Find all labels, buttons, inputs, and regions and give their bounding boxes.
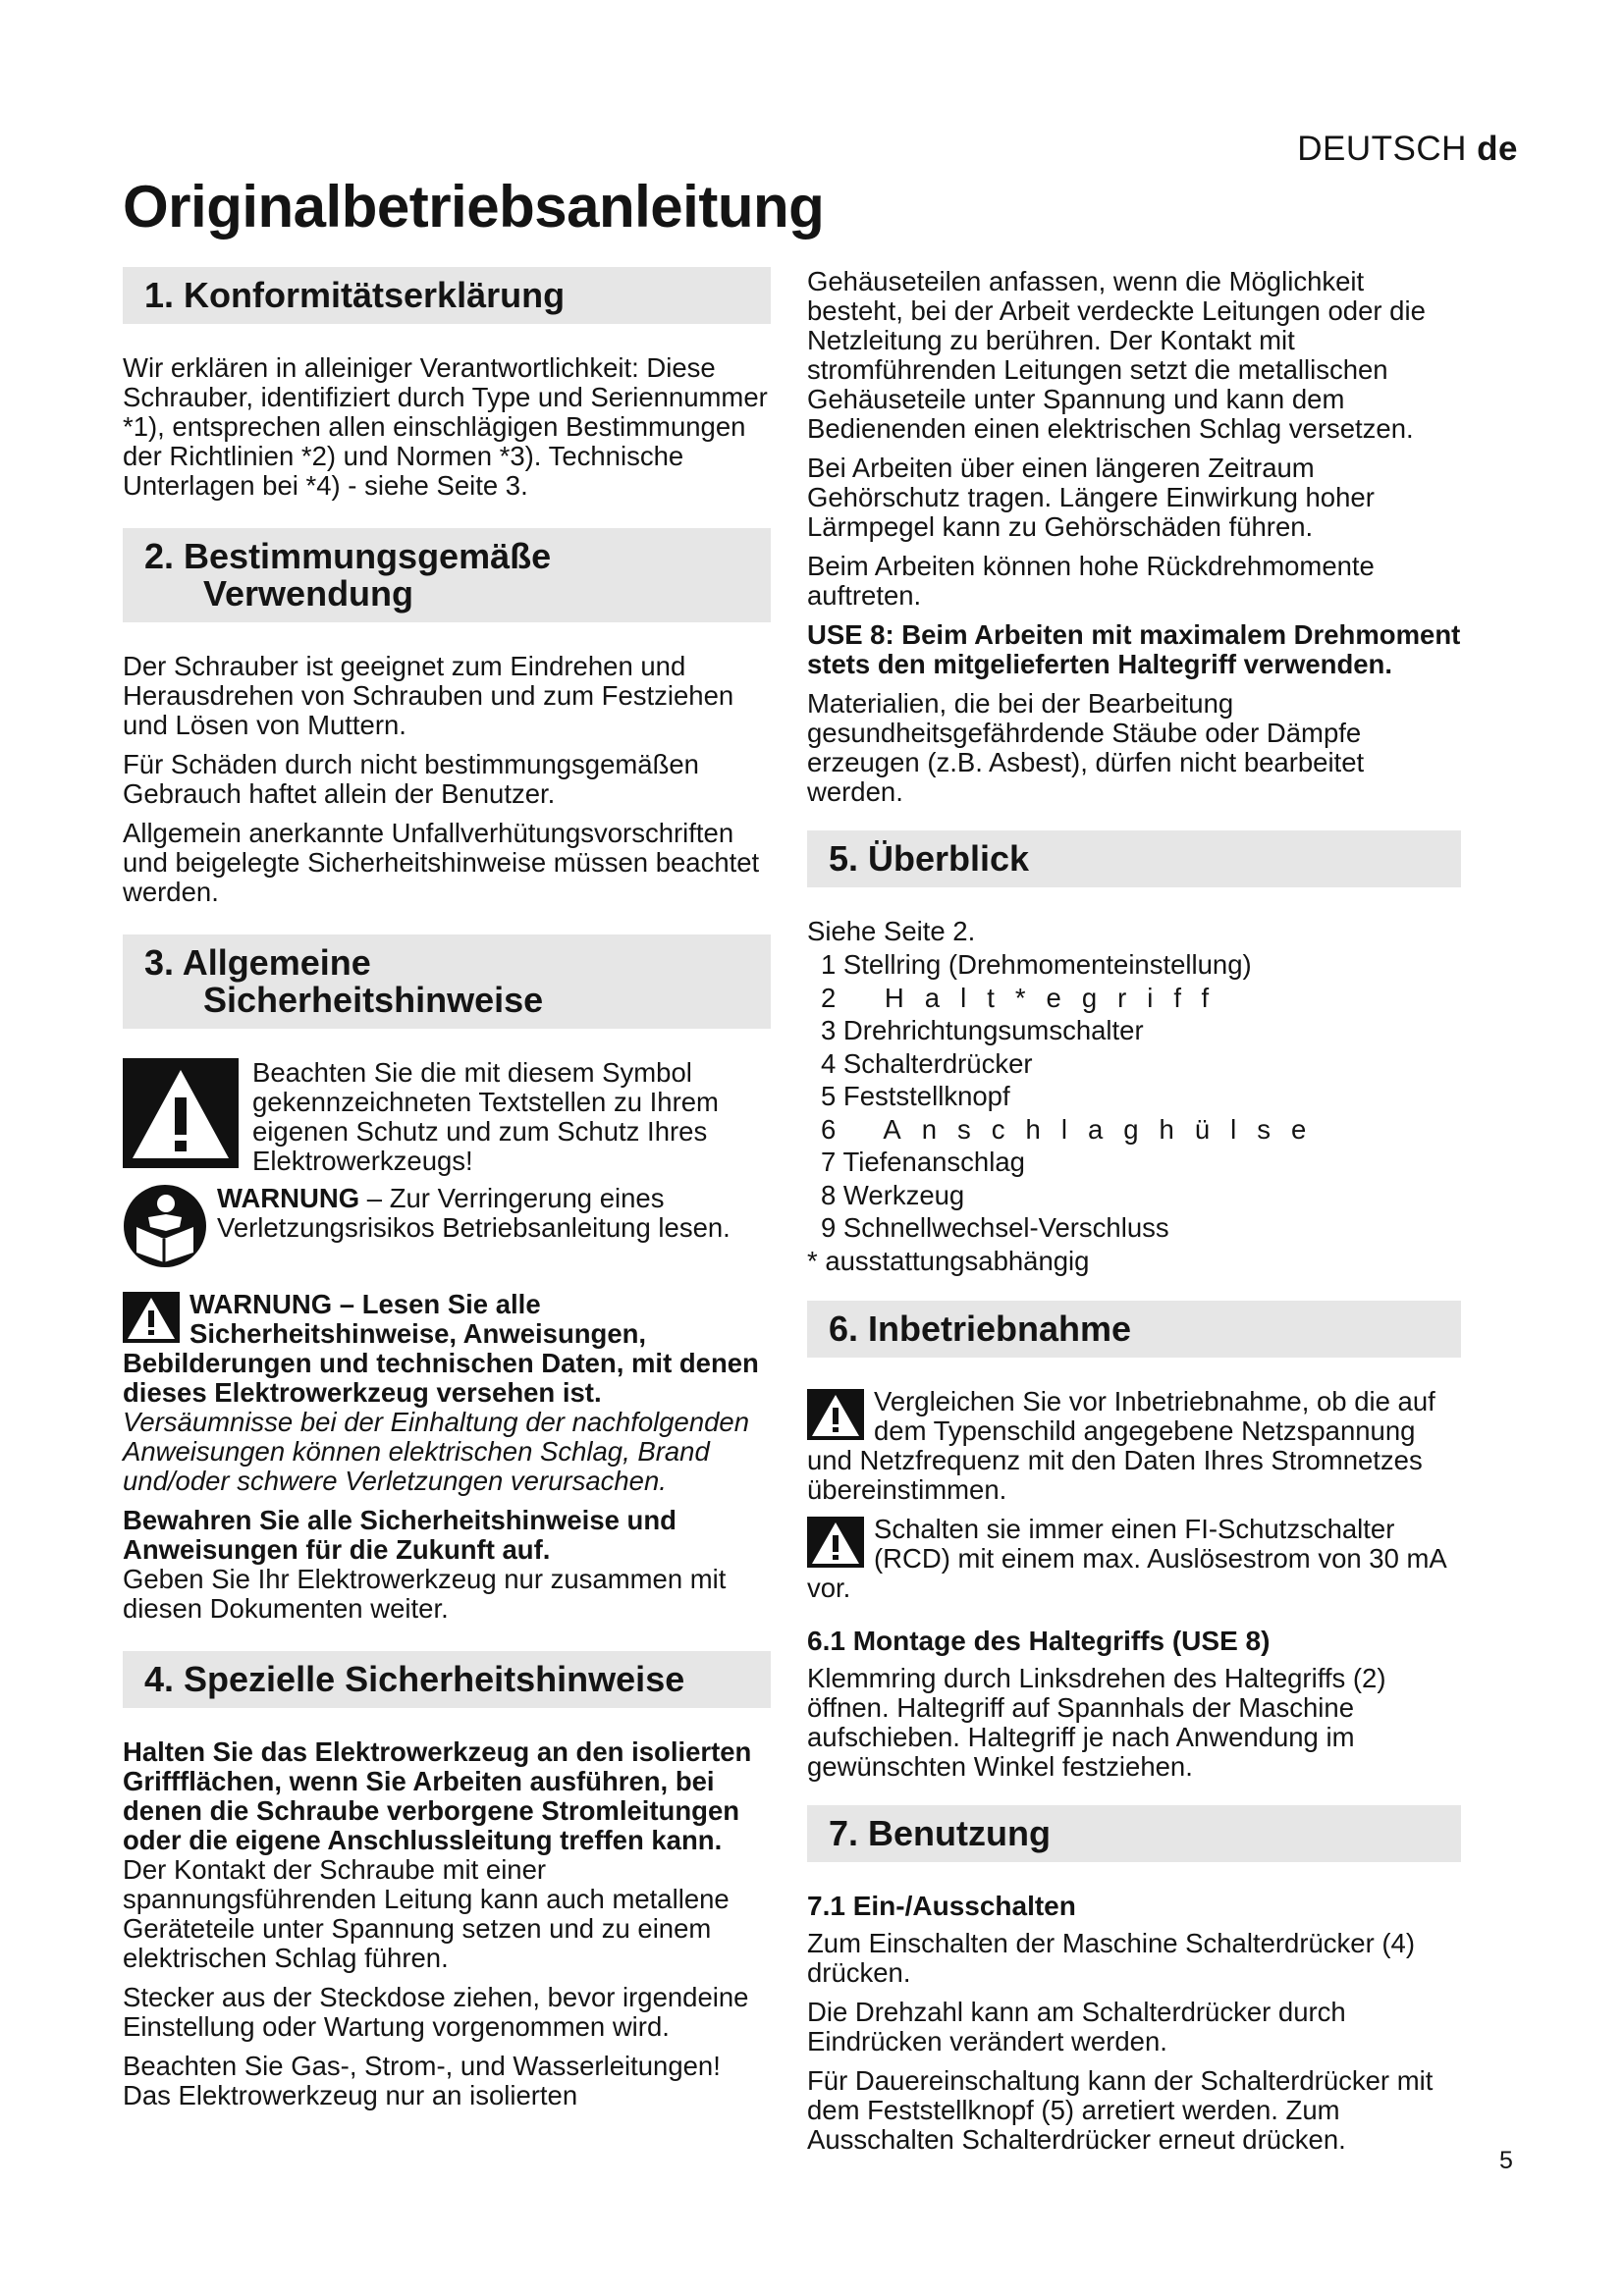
overview-intro: Siehe Seite 2. [807,916,976,946]
general-warning-bold: WARNUNG – Lesen Sie alle Sicherheitshinweise, Anweisungen, Bebilderungen und technischen Daten, mit denen dieses Elektrowerkzeug versehen ist. [123,1289,759,1408]
section-5-heading: 5. Überblick [807,830,1461,887]
left-column [123,267,771,2120]
overview-item: 9 Schnellwechsel-Verschluss [821,1212,1169,1243]
keep-instructions-text: Geben Sie Ihr Elektrowerkzeug nur zusammen mit diesen Dokumenten weiter. [123,1564,727,1624]
section-4-text-6-bold: USE 8: Beim Arbeiten mit maximalem Drehmoment stets den mitgelieferten Haltegriff verwenden. [807,619,1461,679]
section-2-heading [123,528,771,622]
section-4-heading: 4. Spezielle Sicherheitshinweise [123,1651,771,1708]
right-column [807,267,1461,2164]
section-3-heading [123,934,771,1029]
section-7-text-2: Die Drehzahl kann am Schalterdrücker durch Eindrücken verändert werden. [807,1997,1346,2056]
language-code: de [1477,130,1518,168]
overview-item: 6 Anschlaghülse [821,1113,1327,1145]
warning-triangle-icon [123,1058,239,1168]
section-4-text-1: Der Kontakt der Schraube mit einer spannungsführenden Leitung kann auch metallene Geräteteile unter Spannung setzen und zu einem elektrischen Schlag führen. [123,1854,730,1973]
section-7-heading: 7. Benutzung [807,1805,1461,1862]
overview-item: 7 Tiefenanschlag [821,1147,1025,1177]
section-4-text-5: Beim Arbeiten können hohe Rückdrehmomente auftreten. [807,551,1375,611]
page-number: 5 [1499,2147,1513,2174]
section-4-text-3: Beachten Sie Gas-, Strom-, und Wasserleitungen! Das Elektrowerkzeug nur an isolierten [123,2051,721,2110]
section-6-text-1: Vergleichen Sie vor Inbetriebnahme, ob die auf dem Typenschild angegebene Netzspannung und Netzfrequenz mit den Daten Ihres Stromnetzes übereinstimmen. [807,1386,1435,1505]
section-7-text-3: Für Dauereinschaltung kann der Schalterdrücker mit dem Feststellknopf (5) arretiert werden. Zum Ausschalten Schalterdrücker erneut drücken. [807,2065,1434,2155]
warning-triangle-small-icon [123,1292,180,1343]
overview-item: 5 Feststellknopf [821,1081,1010,1111]
section-6-1-text: Klemmring durch Linksdrehen des Haltegriffs (2) öffnen. Haltegriff auf Spannhals der Maschine aufschieben. Haltegriff je nach Anwendung im gewünschten Winkel festziehen. [807,1663,1386,1782]
section-4-text-1-bold: Halten Sie das Elektrowerkzeug an den isolierten Griffflächen, wenn Sie Arbeiten ausführen, bei denen die Schraube verborgene Stromleitungen oder die eigene Anschlussleitung treffen kann. [123,1736,752,1855]
section-4-text-7: Materialien, die bei der Bearbeitung gesundheitsgefährdende Stäube oder Dämpfe erzeugen (z.B. Asbest), dürfen nicht bearbeitet werden. [807,688,1365,807]
section-3-heading-line2: Sicherheitshinweise [203,980,544,1020]
overview-item: 4 Schalterdrücker [821,1047,1033,1079]
section-2-text-1: Der Schrauber ist geeignet zum Eindrehen und Herausdrehen von Schrauben und zum Festziehen und Lösen von Muttern. [123,651,734,740]
overview-list [807,948,1461,1277]
general-warning [123,1290,771,1496]
read-manual-bold: WARNUNG [217,1183,360,1213]
warning-triangle-small-icon [807,1517,864,1568]
section-1-text: Wir erklären in alleiniger Verantwortlichkeit: Diese Schrauber, identifiziert durch Type und Seriennummer *1), entsprechen allen einschlägigen Bestimmungen der Richtlinien *2) und Normen *3). Technische Unterlagen bei *4) - siehe Seite 3. [123,352,768,501]
section-1-heading: 1. Konformitätserklärung [123,267,771,324]
overview-item: 3 Drehrichtungsumschalter [821,1015,1144,1045]
section-6-heading: 6. Inbetriebnahme [807,1301,1461,1358]
section-4-text-4: Bei Arbeiten über einen längeren Zeitraum Gehörschutz tragen. Längere Einwirkung hoher Lärmpegel kann zu Gehörschäden führen. [807,453,1375,542]
overview-item: 2 Halt*egriff [821,982,1230,1013]
general-warning-italic: Versäumnisse bei der Einhaltung der nachfolgenden Anweisungen können elektrischen Schlag, Brand und/oder schwere Verletzungen verursachen. [123,1407,750,1496]
page-title: Originalbetriebsanleitung [123,174,825,240]
read-manual-text: – Zur Verringerung eines Verletzungsrisikos Betriebsanleitung lesen. [217,1183,731,1243]
read-manual-icon [123,1184,207,1268]
section-2-text-3: Allgemein anerkannte Unfallverhütungsvorschriften und beigelegte Sicherheitshinweise müssen beachtet werden. [123,818,760,907]
section-3-heading-line1: 3. Allgemeine [144,942,371,983]
section-7-text-1: Zum Einschalten der Maschine Schalterdrücker (4) drücken. [807,1928,1416,1988]
overview-item: 8 Werkzeug [821,1179,965,1210]
section-7-1-heading: 7.1 Ein-/Ausschalten [807,1891,1076,1921]
section-4-text-3-continued: Gehäuseteilen anfassen, wenn die Möglichkeit besteht, bei der Arbeit verdeckte Leitungen oder die Netzleitung zu berühren. Der Kontakt mit stromführenden Leitungen setzt die metallischen Gehäuseteile unter Spannung und kann dem Bedienenden einen elektrischen Schlag versetzen. [807,266,1426,444]
section-4-text-2: Stecker aus der Steckdose ziehen, bevor irgendeine Einstellung oder Wartung vorgenommen wird. [123,1982,749,2042]
section-2-heading-line2: Verwendung [203,573,414,614]
symbol-notice-text: Beachten Sie die mit diesem Symbol gekennzeichneten Textstellen zu Ihrem eigenen Schutz und zum Schutz Ihres Elektrowerkzeugs! [252,1057,719,1176]
overview-item: 1 Stellring (Drehmomenteinstellung) [821,949,1252,980]
section-2-text-2: Für Schäden durch nicht bestimmungsgemäßen Gebrauch haftet allein der Benutzer. [123,749,699,809]
symbol-notice [123,1058,771,1176]
overview-footnote: * ausstattungsabhängig [807,1245,1090,1276]
keep-instructions-bold: Bewahren Sie alle Sicherheitshinweise und Anweisungen für die Zukunft auf. [123,1505,677,1565]
language-word: DEUTSCH [1297,130,1467,168]
warning-triangle-small-icon [807,1389,864,1440]
section-6-1-heading: 6.1 Montage des Haltegriffs (USE 8) [807,1626,1271,1656]
section-2-heading-line1: 2. Bestimmungsgemäße [144,536,552,576]
read-manual-notice [123,1184,771,1268]
language-label [1297,130,1518,169]
section-6-text-2: Schalten sie immer einen FI-Schutzschalter (RCD) mit einem max. Auslösestrom von 30 mA vor. [807,1514,1446,1603]
